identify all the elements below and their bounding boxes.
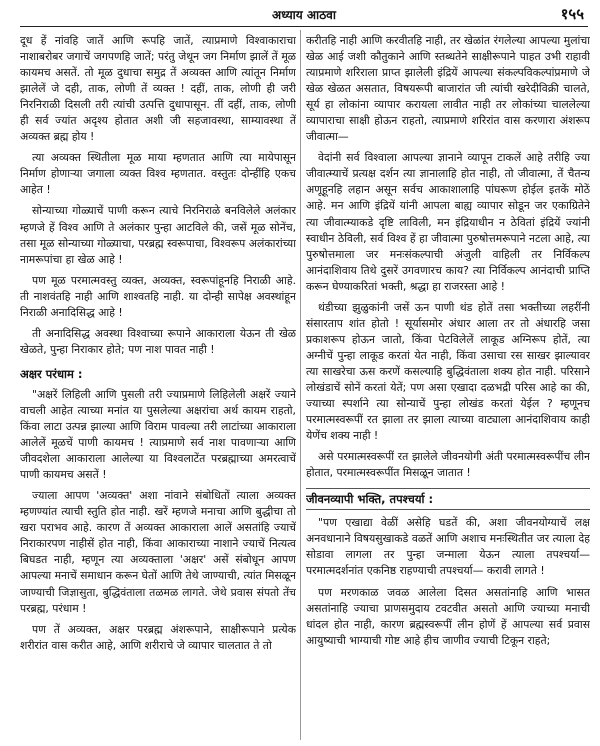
paragraph: त्या अव्यक्त स्थितीला मूळ माया म्हणतात आणि त्या मायेपासून निर्माण होणाऱ्या जगाला व्यक्त विश्व म्हणतात. वस्तुतः दोन्हींहि एकच आहेत !: [20, 151, 296, 197]
paragraph: "पण एखाद्या वेळीं असेहि घडतें की, अशा जीवनयोग्याचें लक्ष अनवधानाने विषयसुखाकडे वळतें आणि अशाच मनःस्थितीत जर त्याला देह सोडावा लागला तर पुन्हा जन्माला येऊन त्याला तपश्चर्या— परमात्मदर्शनांत एकनिष्ठ राहण्याची तपश्चर्या— करावी लागते !: [306, 516, 590, 578]
section-heading: अक्षर परंधाम :: [20, 366, 83, 381]
chapter-title: अध्याय आठवा: [272, 8, 336, 22]
paragraph: दूध हें नांवहि जातें आणि रूपहि जातें, त्याप्रमाणे विश्वाकाराचा नाशाबरोबर जगाचें जगपणहि जातें; परंतु जेथून जग निर्माण झालें तें मूळ कायमच असतें. तो मूळ दुधाचा समुद्र तें अव्यक्त आणि त्यांतून निर्माण झालेलें जे दही, ताक, लोणी तें व्यक्त ! दहीं, ताक, लोणी ही जरी निरनिराळी दिसली तरी त्यांची उत्पत्ति दुधापासून. तीं दहीं, ताक, लोणी ही सर्व ज्यांत अदृश्य होतात अशी जी सहजावस्था, साम्यावस्था तें अव्यक्त ब्रह्म होय !: [20, 34, 296, 144]
paragraph: वेदांनी सर्व विश्वाला आपल्या ज्ञानाने व्यापून टाकलें आहे तरीहि ज्या जीवात्म्याचें प्रत्यक्ष दर्शन त्या ज्ञानालाहि होत नाही, तो जीवात्मा, तें चैतन्य अणूहूनहि लहान असून सर्वच आकाशालाहि पांघरूण होईल इतकें मोठें आहे. मन आणि इंद्रियें यांनी आपला बाह्य व्यापार सोडून जर एकाग्रितेने त्या जीवात्म्याकडे दृष्टि लाविली, मन इंद्रियाधीन न ठेवितां इंद्रियें ज्यांनी स्वाधीन ठेविली, सर्व विश्व हें हा जीवात्मा पुरुषोत्तमरूपाने नटला आहे, त्या पुरुषोत्तमाला जर मनःसंकल्पाची अंजुली वाहिली तर निर्विकल्प आनंदाशिवाय तिथे दुसरें उगवणारच काय? त्या निर्विकल्प आनंदाची प्राप्ति करून घेण्याकरितां भक्ती, श्रद्धा हा राजरस्ता आहे !: [306, 151, 590, 293]
section-heading: जीवनव्यापी भक्ति, तपश्चर्या :: [306, 488, 590, 510]
right-column: [306, 33, 590, 740]
paragraph: पण मूळ परमात्मवस्तु व्यक्त, अव्यक्त, स्वरूपांहूनहि निराळी आहे. ती नाशवंतहि नाही आणि शाश्वतहि नाही. या दोन्ही सापेक्ष अवस्थांहून निराळी अनादिसिद्ध आहे !: [20, 273, 296, 319]
page-header: [20, 4, 588, 27]
paragraph: ती अनादिसिद्ध अवस्था विश्वाच्या रूपाने आकाराला येऊन ती खेळ खेळते, पुन्हा निराकार होते; पण नाश पावत नाही !: [20, 326, 296, 356]
paragraph: ज्याला आपण 'अव्यक्त' अशा नांवाने संबोधितों त्याला अव्यक्त म्हणण्यांत त्याची स्तुति होत नाही. खरें म्हणजे मनाचा आणि बुद्धीचा तो खरा पराभव आहे. कारण तें अव्यक्त आकाराला आलें असतांहि ज्याचें निराकारपण नाहीसें होत नाही, किंवा आकाराच्या नाशाने ज्याचें नित्यत्व बिघडत नाही, म्हणून त्या अव्यक्ताला 'अक्षर' असें संबोधून आपण आपल्या मनाचें समाधान करून घेतों आणि तेथे जाण्याची, त्यांत मिसळून जाण्याची जिज्ञासुता, बुद्धिवंताला तळमळ लागते. जेथे प्रवास संपतो तेंच परब्रह्म, परंधाम !: [20, 489, 296, 615]
paragraph: असे परमात्मस्वरूपीं रत झालेले जीवनयोगी अंती परमात्मस्वरूपींच लीन होतात, परमात्मस्वरूपींत मिसळून जातात !: [306, 450, 590, 480]
page-number: १५५: [560, 5, 584, 23]
paragraph: सोन्याच्या गोळ्याचें पाणी करून त्याचे निरनिराळे बनविलेले अलंकार म्हणजे हें विश्व आणि ते अलंकार पुन्हा आटविले की, जसें मूळ सोनेंच, तसा मूळ सोन्याच्या गोळ्याचा, परब्रह्म स्वरूपाचा, विश्वरूप अलंकारांच्या नामरूपांचा हा खेळ आहे !: [20, 204, 296, 266]
paragraph: पण तें अव्यक्त, अक्षर परब्रह्म अंशरूपाने, साक्षीरूपाने प्रत्येक शरीरांत वास करीत आहे, आणि शरीराचे जे व्यापार चालतात ते तो: [20, 622, 296, 652]
paragraph: पण मरणकाळ जवळ आलेला दिसत असतांनाहि आणि भासत असतांनाहि ज्याचा प्राणसमुदाय टवटवीत असतो आणि ज्याच्या मनाची धांदल होत नाही, कारण ब्रह्मस्वरूपीं लीन होणें हें आपल्या सर्व प्रवास आयुष्याची भाग्याची गोष्ट आहे हीच जाणीव ज्याची टिकून राहते;: [306, 585, 590, 647]
paragraph: "अक्षरें लिहिली आणि पुसली तरी ज्याप्रमाणे लिहिलेली अक्षरें ज्याने वाचली आहेत त्याच्या मनांत या पुसलेल्या अक्षरांचा अर्थ कायम राहतो, किंवा लाटा उत्पन्न झाल्या आणि विराम पावल्या तरी लाटांच्या आकाराला आलेलें मूळचें पाणी कायमच ! त्याप्रमाणे सर्व नाश पावणाऱ्या आणि जीवदशेला आकाराला आलेल्या या विश्वलाटेंत परब्रह्माच्या अमरत्वाचें पाणी कायमच असतें !: [20, 387, 296, 482]
left-column: [20, 33, 296, 740]
column-divider: [300, 30, 301, 740]
paragraph: करीतहि नाही आणि करवीतहि नाही, तर खेळांत रंगलेल्या आपल्या मुलांचा खेळ आई जशी कौतुकाने आणि स्तब्धतेने साक्षीरूपाने पाहत उभी राहावी त्याप्रमाणे शरिराला प्राप्त झालेली इंद्रियें आपल्या संकल्पविकल्पांप्रमाणे जे खेळ खेळत असतात, विषयरूपी बाजारांत जी त्यांची खरेदीविक्री चालते, सूर्य हा लोकांना व्यापार करायला लावीत नाही तर लोकांच्या चाललेल्या व्यापाराचा साक्षी होऊन राहतो, त्याप्रमाणे शरिरांत वास करणारा अंशरूप जीवात्मा—: [306, 34, 590, 144]
paragraph: थंडीच्या झुळुकांनी जसें ऊन पाणी थंड होतें तसा भक्तीच्या लहरींनी संसारताप शांत होतो ! सूर्यासमोर अंधार आला तर तो अंधारहि जसा प्रकाशरूप होऊन जातो, किंवा पेटविलेलें लाकूड अग्निरूप होतें, त्या अग्नीचें पुन्हा लाकूड करतां येत नाही, किंवा उसाचा रस साखर झाल्यावर त्या साखरेचा ऊस करणें कसल्याहि बुद्धिवंताला शक्य होत नाही. परिसाने लोखंडाचें सोनें करतां येतें; पण असा एखादा दळभद्री परिस आहे का की, ज्याच्या स्पर्शाने त्या सोन्याचें पुन्हा लोखंड करतां येईल ? म्हणूनच परमात्मस्वरूपीं रत झाला तर झाला त्याच्या वाट्याला आनंदाशिवाय काही येणेंच शक्य नाही !: [306, 300, 590, 443]
